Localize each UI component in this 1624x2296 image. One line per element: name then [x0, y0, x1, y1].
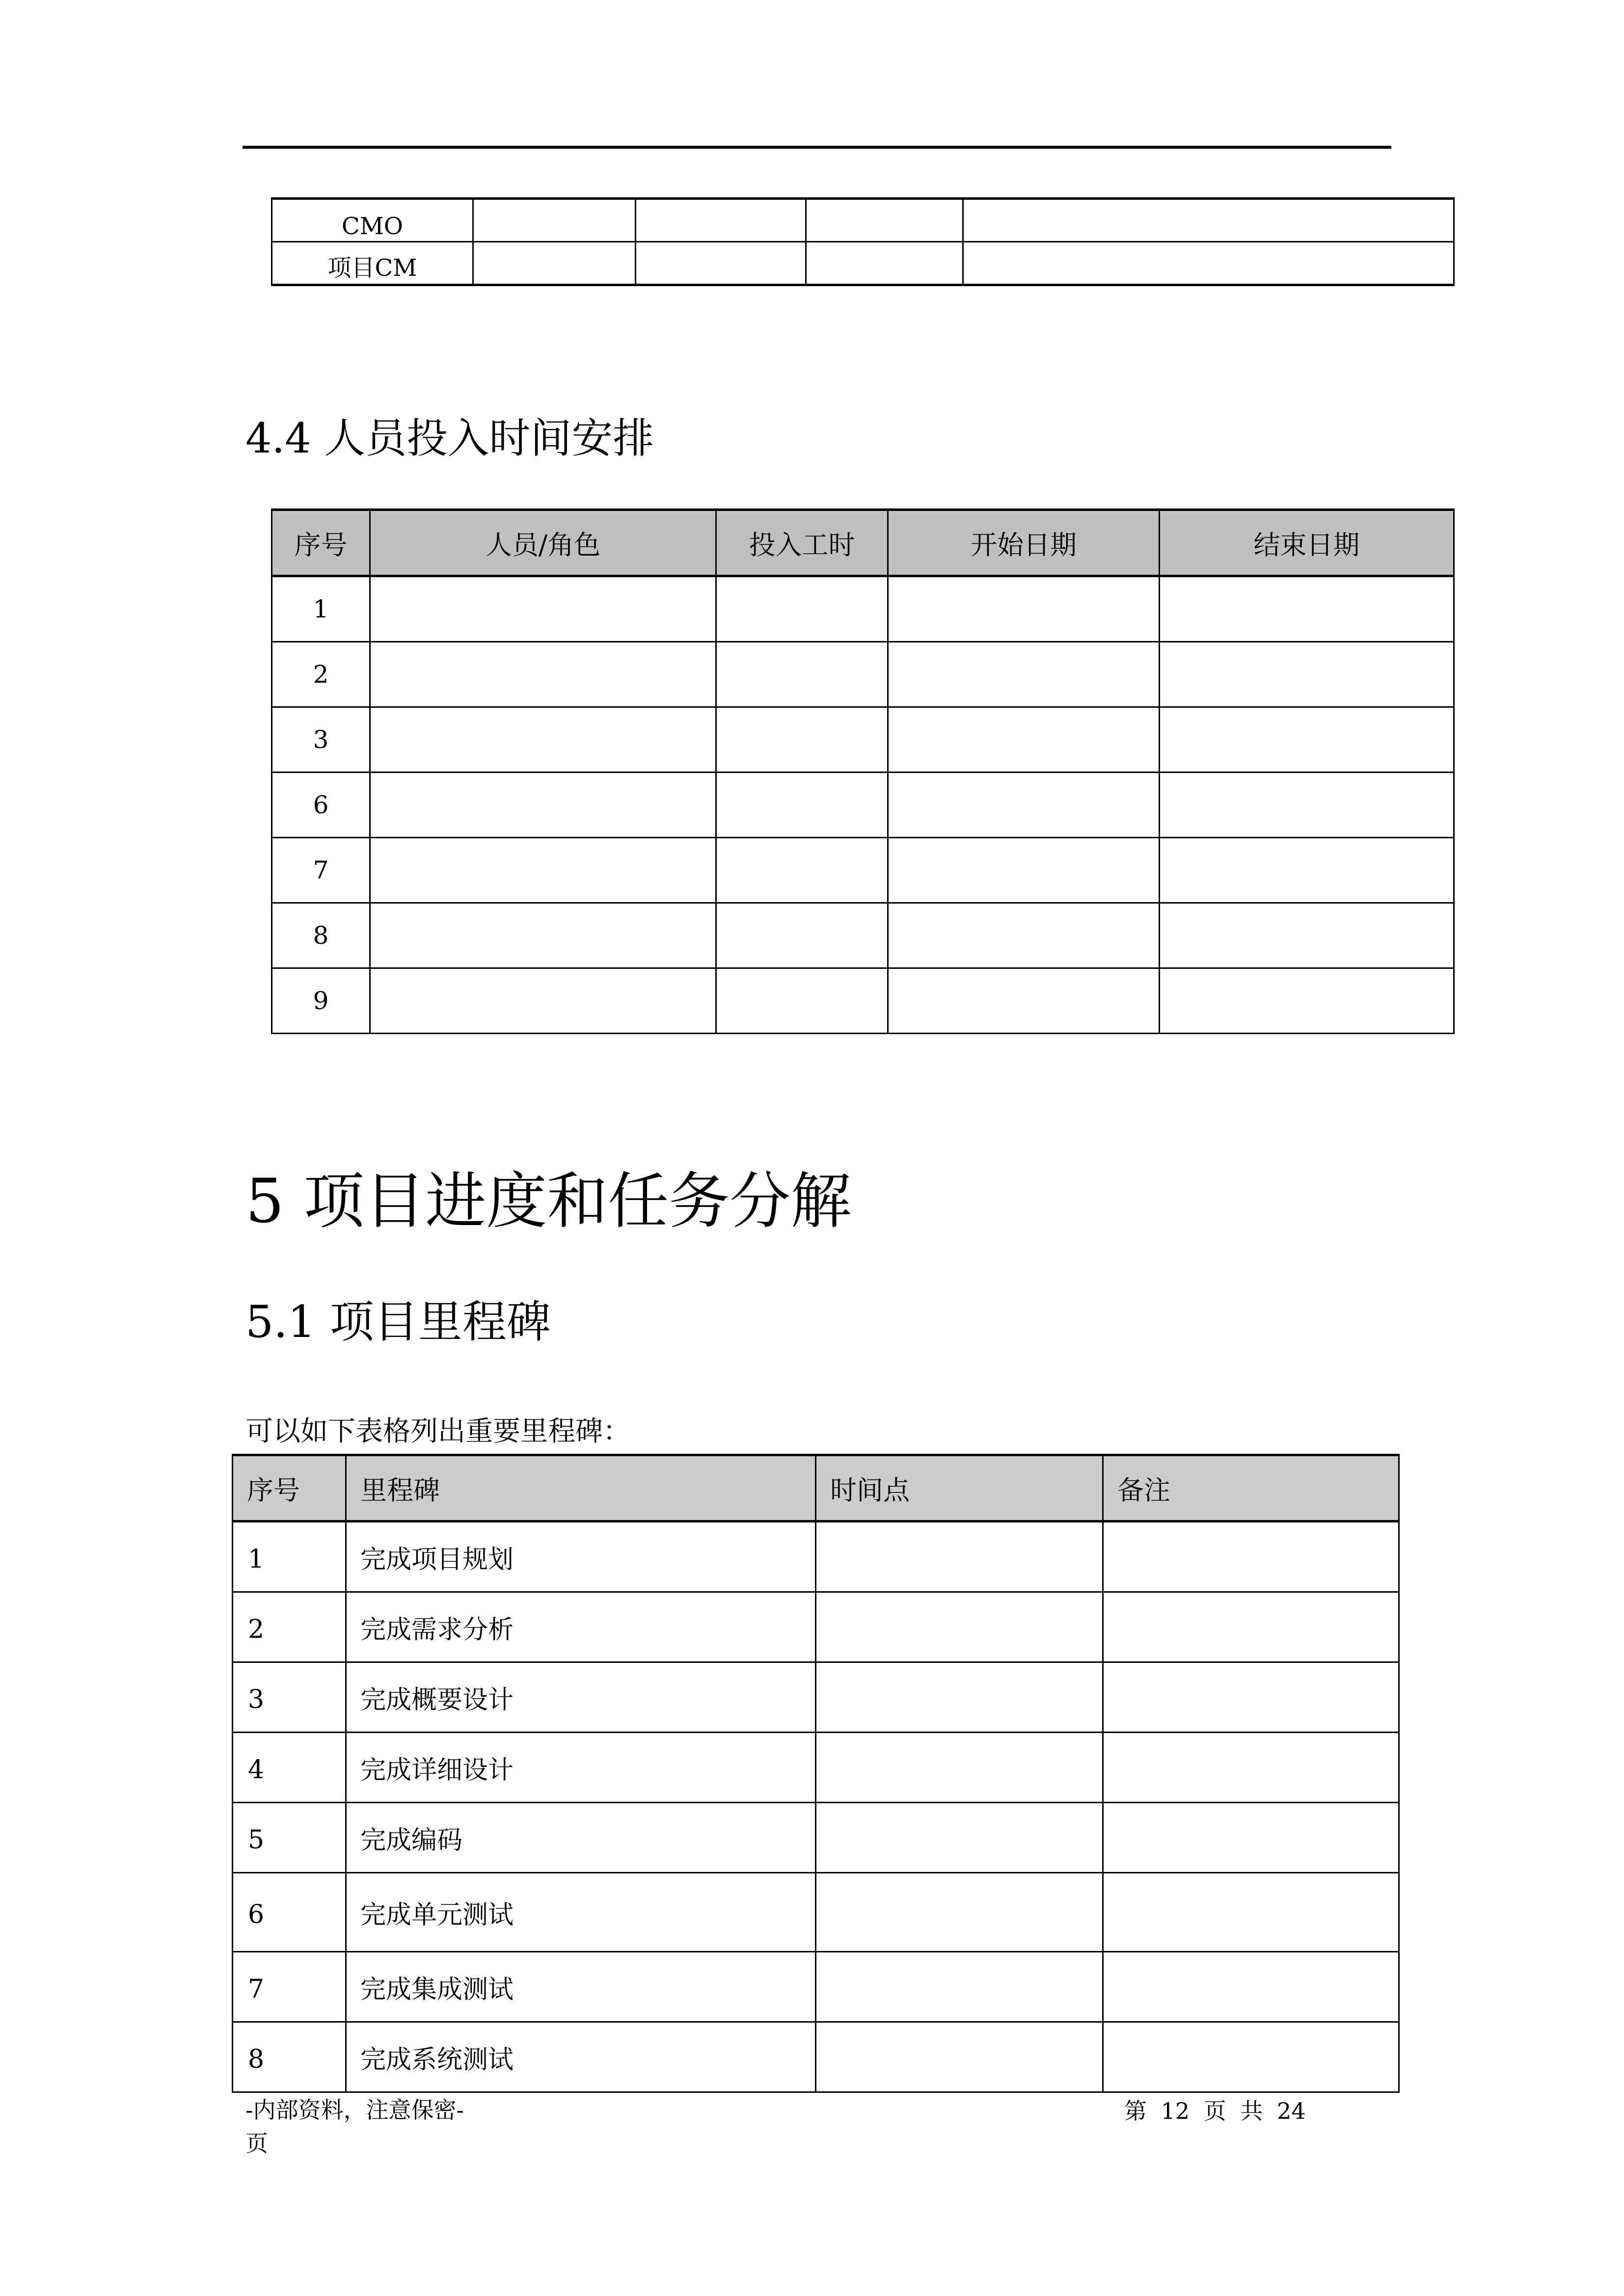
note-cell: [1103, 1592, 1399, 1662]
start-date-cell: [888, 903, 1160, 968]
time-cell: [816, 1873, 1103, 1952]
row-number: 5: [233, 1803, 346, 1873]
end-date-cell: [1160, 642, 1454, 707]
table-cell: [806, 199, 963, 242]
table-row: [233, 1592, 1399, 1662]
person-cell: [370, 773, 716, 838]
row-number: 2: [233, 1592, 346, 1662]
table-header-row: [272, 510, 1454, 576]
milestone-cell: 完成单元测试: [346, 1873, 816, 1952]
footer-page-number: [1124, 2093, 1306, 2126]
table-row: [233, 1952, 1399, 2022]
row-number: 7: [233, 1952, 346, 2022]
table-row: [233, 1662, 1399, 1733]
time-cell: [816, 1592, 1103, 1662]
page-label-mid: 页 共: [1203, 2098, 1263, 2124]
person-cell: [370, 838, 716, 903]
note-cell: [1103, 2022, 1399, 2092]
row-number: 8: [272, 903, 370, 968]
table-row: [272, 199, 1454, 242]
column-header: 备注: [1103, 1455, 1399, 1522]
row-number: 7: [272, 838, 370, 903]
table-row: [272, 903, 1454, 968]
table-cell: [473, 242, 636, 285]
column-header: 开始日期: [888, 510, 1160, 576]
hours-cell: [716, 707, 888, 773]
time-cell: [816, 1952, 1103, 2022]
milestone-cell: 完成系统测试: [346, 2022, 816, 2092]
hours-cell: [716, 903, 888, 968]
row-number: 3: [233, 1662, 346, 1733]
note-cell: [1103, 1662, 1399, 1733]
hours-cell: [716, 576, 888, 642]
row-number: 9: [272, 968, 370, 1034]
table-row: [233, 2022, 1399, 2092]
end-date-cell: [1160, 838, 1454, 903]
row-number: 1: [272, 576, 370, 642]
time-cell: [816, 1522, 1103, 1592]
milestone-cell: 完成概要设计: [346, 1662, 816, 1733]
section-heading-5-1: 5.1 项目里程碑: [245, 1296, 551, 1348]
hours-cell: [716, 968, 888, 1034]
table-cell: [473, 199, 636, 242]
table-row: [272, 642, 1454, 707]
column-header: 投入工时: [716, 510, 888, 576]
milestone-cell: 完成项目规划: [346, 1522, 816, 1592]
table-row: [233, 1733, 1399, 1803]
table-row: [233, 1803, 1399, 1873]
column-header: 人员/角色: [370, 510, 716, 576]
table-cell: [806, 242, 963, 285]
row-number: 6: [233, 1873, 346, 1952]
start-date-cell: [888, 773, 1160, 838]
start-date-cell: [888, 642, 1160, 707]
start-date-cell: [888, 576, 1160, 642]
column-header: 里程碑: [346, 1455, 816, 1522]
row-number: 1: [233, 1522, 346, 1592]
hours-cell: [716, 773, 888, 838]
table-row: [233, 1522, 1399, 1592]
time-cell: [816, 2022, 1103, 2092]
hours-cell: [716, 642, 888, 707]
row-number: 8: [233, 2022, 346, 2092]
column-header: 序号: [272, 510, 370, 576]
table-row: [272, 968, 1454, 1034]
table-row: [272, 707, 1454, 773]
note-cell: [1103, 1733, 1399, 1803]
end-date-cell: [1160, 968, 1454, 1034]
roles-table: [271, 197, 1455, 286]
footer-confidential: [245, 2093, 501, 2160]
row-number: 6: [272, 773, 370, 838]
time-cell: [816, 1733, 1103, 1803]
person-cell: [370, 576, 716, 642]
column-header: 序号: [233, 1455, 346, 1522]
table-header-row: [233, 1455, 1399, 1522]
person-cell: [370, 707, 716, 773]
note-cell: [1103, 1803, 1399, 1873]
table-row: [272, 838, 1454, 903]
table-cell: [963, 199, 1454, 242]
end-date-cell: [1160, 576, 1454, 642]
start-date-cell: [888, 838, 1160, 903]
start-date-cell: [888, 968, 1160, 1034]
row-number: 2: [272, 642, 370, 707]
hours-cell: [716, 838, 888, 903]
start-date-cell: [888, 707, 1160, 773]
milestone-cell: 完成集成测试: [346, 1952, 816, 2022]
table-cell: [636, 199, 806, 242]
staffing-schedule-table: [271, 508, 1455, 1034]
section-heading-4-4: 4.4 人员投入时间安排: [245, 414, 654, 462]
table-row: [272, 242, 1454, 285]
person-cell: [370, 642, 716, 707]
section-heading-5: 5 项目进度和任务分解: [245, 1166, 852, 1237]
milestone-intro-text: 可以如下表格列出重要里程碑：: [245, 1415, 630, 1447]
total-pages: 24: [1277, 2098, 1306, 2124]
table-row: [272, 773, 1454, 838]
role-cell: CMO: [272, 199, 473, 242]
table-row: [272, 576, 1454, 642]
person-cell: [370, 968, 716, 1034]
column-header: 结束日期: [1160, 510, 1454, 576]
table-cell: [636, 242, 806, 285]
milestone-table: [232, 1454, 1400, 2093]
time-cell: [816, 1662, 1103, 1733]
milestone-cell: 完成详细设计: [346, 1733, 816, 1803]
row-number: 4: [233, 1733, 346, 1803]
table-row: [233, 1873, 1399, 1952]
current-page: 12: [1161, 2098, 1190, 2124]
end-date-cell: [1160, 773, 1454, 838]
page-label-suffix: 页: [245, 2130, 268, 2157]
end-date-cell: [1160, 707, 1454, 773]
note-cell: [1103, 1873, 1399, 1952]
note-cell: [1103, 1952, 1399, 2022]
page-header-rule: [243, 146, 1391, 149]
column-header: 时间点: [816, 1455, 1103, 1522]
time-cell: [816, 1803, 1103, 1873]
note-cell: [1103, 1522, 1399, 1592]
page-label-prefix: 第: [1124, 2098, 1147, 2124]
milestone-cell: 完成需求分析: [346, 1592, 816, 1662]
person-cell: [370, 903, 716, 968]
role-cell: 项目CM: [272, 242, 473, 285]
table-cell: [963, 242, 1454, 285]
row-number: 3: [272, 707, 370, 773]
milestone-cell: 完成编码: [346, 1803, 816, 1873]
confidential-notice: -内部资料，注意保密-: [245, 2097, 464, 2123]
end-date-cell: [1160, 903, 1454, 968]
